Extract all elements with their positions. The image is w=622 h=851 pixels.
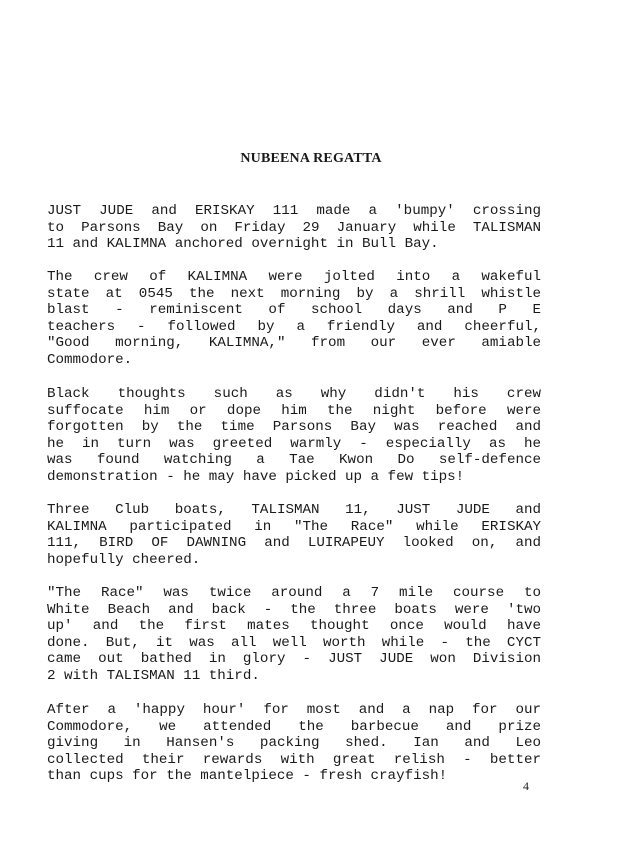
text-line: was found watching a Tae Kwon Do self-defence [47, 452, 541, 469]
text-line: suffocate him or dope him the night before were [47, 402, 541, 419]
text-line: 111, BIRD OF DAWNING and LUIRAPEUY looked on, and [47, 535, 541, 552]
text-line: Commodore. [47, 351, 133, 368]
text-line: hopefully cheered. [47, 551, 201, 568]
text-line: 11 and KALIMNA anchored overnight in Bull Bay. [47, 236, 439, 253]
text-line: done. But, it was all well worth while - the CYCT [47, 634, 541, 651]
paragraph-1 [47, 203, 541, 253]
text-line: "The Race" was twice around a 7 mile course to [47, 585, 541, 601]
paragraph-5 [47, 585, 541, 685]
page-number: 4 [523, 779, 529, 793]
text-line: After a 'happy hour' for most and a nap for our [47, 702, 541, 718]
text-line: to Parsons Bay on Friday 29 January while TALISMAN [47, 219, 541, 236]
text-line: state at 0545 the next morning by a shrill whistle [47, 285, 541, 302]
text-line: Three Club boats, TALISMAN 11, JUST JUDE and [47, 502, 541, 518]
text-line: up' and the first mates thought once would have [47, 618, 541, 635]
text-line: Commodore, we attended the barbecue and prize [47, 718, 541, 735]
text-line: collected their rewards with great relish - better [47, 751, 541, 768]
paragraph-6 [47, 702, 541, 785]
page-title: NUBEENA REGATTA [240, 151, 382, 166]
text-line: he in turn was greeted warmly - especially as he [47, 435, 541, 452]
text-line: Black thoughts such as why didn't his crew [47, 386, 541, 402]
text-line: demonstration - he may have picked up a few tips! [47, 468, 465, 485]
text-line: came out bathed in glory - JUST JUDE won Division [47, 651, 541, 668]
text-line: giving in Hansen's packing shed. Ian and Leo [47, 735, 541, 752]
paragraph-3 [47, 386, 541, 486]
text-line: KALIMNA participated in "The Race" while ERISKAY [47, 518, 541, 535]
paragraph-4 [47, 502, 541, 568]
text-line: teachers - followed by a friendly and cheerful, [47, 318, 541, 335]
text-line: forgotten by the time Parsons Bay was reached and [47, 419, 541, 436]
text-line: than cups for the mantelpiece - fresh crayfish! [47, 768, 448, 785]
text-line: JUST JUDE and ERISKAY 111 made a 'bumpy' crossing [47, 203, 541, 219]
text-line: "Good morning, KALIMNA," from our ever amiable [47, 335, 541, 352]
text-line: The crew of KALIMNA were jolted into a wakeful [47, 269, 541, 285]
text-line: 2 with TALISMAN 11 third. [47, 667, 260, 684]
paragraph-2 [47, 269, 541, 369]
text-line: blast - reminiscent of school days and P E [47, 302, 541, 319]
text-line: White Beach and back - the three boats were 'two [47, 601, 541, 618]
